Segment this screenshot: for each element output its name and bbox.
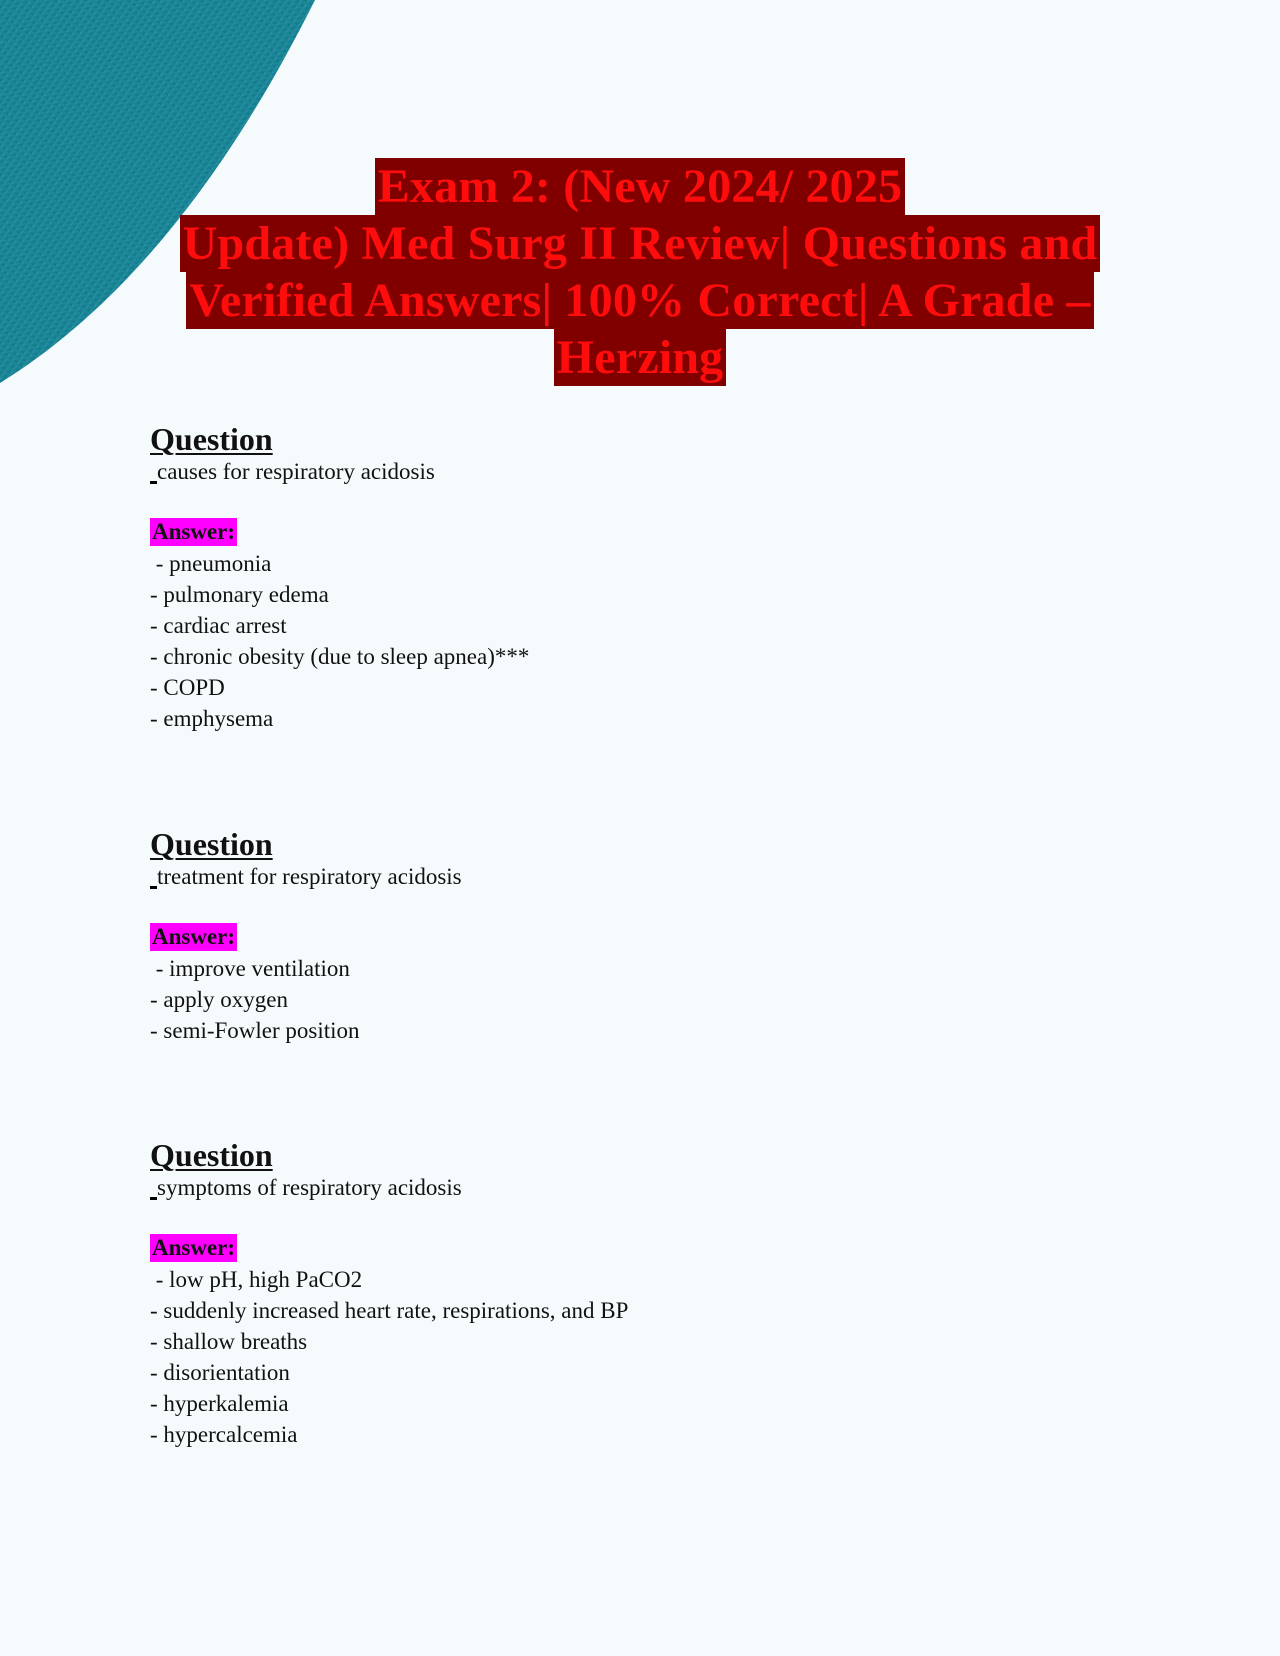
answer-list xyxy=(150,548,1150,734)
answer-label: Answer: xyxy=(152,924,236,949)
question-heading: Question xyxy=(150,421,273,457)
answer-list xyxy=(150,1264,1150,1450)
answer-list xyxy=(150,953,1150,1046)
list-item: - disorientation xyxy=(150,1360,290,1385)
list-item: - emphysema xyxy=(150,706,274,731)
list-item: - hypercalcemia xyxy=(150,1422,298,1447)
title-line-1: Exam 2: (New 2024/ 2025 xyxy=(375,158,906,215)
question-text xyxy=(150,862,1150,892)
title-line-3: Verified Answers| 100% Correct| A Grade – xyxy=(186,272,1093,329)
list-item: - semi-Fowler position xyxy=(150,1018,360,1043)
list-item: - improve ventilation xyxy=(150,956,350,981)
title-line-4: Herzing xyxy=(554,329,727,386)
list-item: - low pH, high PaCO2 xyxy=(150,1267,363,1292)
list-item: - COPD xyxy=(150,675,225,700)
dash-mark xyxy=(150,886,157,889)
list-item: - cardiac arrest xyxy=(150,613,287,638)
list-item: - hyperkalemia xyxy=(150,1391,289,1416)
dash-mark xyxy=(150,481,157,484)
list-item: - suddenly increased heart rate, respirations, and BP xyxy=(150,1298,629,1323)
question-text-value: causes for respiratory acidosis xyxy=(157,459,435,484)
dash-mark xyxy=(150,1197,157,1200)
list-item: - apply oxygen xyxy=(150,987,288,1012)
answer-label: Answer: xyxy=(152,1235,236,1260)
question-text xyxy=(150,1173,1150,1203)
list-item: - shallow breaths xyxy=(150,1329,308,1354)
list-item: - chronic obesity (due to sleep apnea)*** xyxy=(150,644,530,669)
qa-block-2 xyxy=(150,826,1150,1046)
question-heading: Question xyxy=(150,826,273,862)
list-item: - pneumonia xyxy=(150,551,272,576)
question-text-value: symptoms of respiratory acidosis xyxy=(157,1175,462,1200)
answer-label: Answer: xyxy=(152,519,236,544)
list-item: - pulmonary edema xyxy=(150,582,329,607)
title-line-2: Update) Med Surg II Review| Questions and xyxy=(180,215,1101,272)
qa-block-3 xyxy=(150,1137,1150,1450)
document-title xyxy=(0,158,1280,386)
question-heading: Question xyxy=(150,1137,273,1173)
question-text xyxy=(150,457,1150,487)
qa-block-1 xyxy=(150,421,1150,734)
question-text-value: treatment for respiratory acidosis xyxy=(157,864,462,889)
